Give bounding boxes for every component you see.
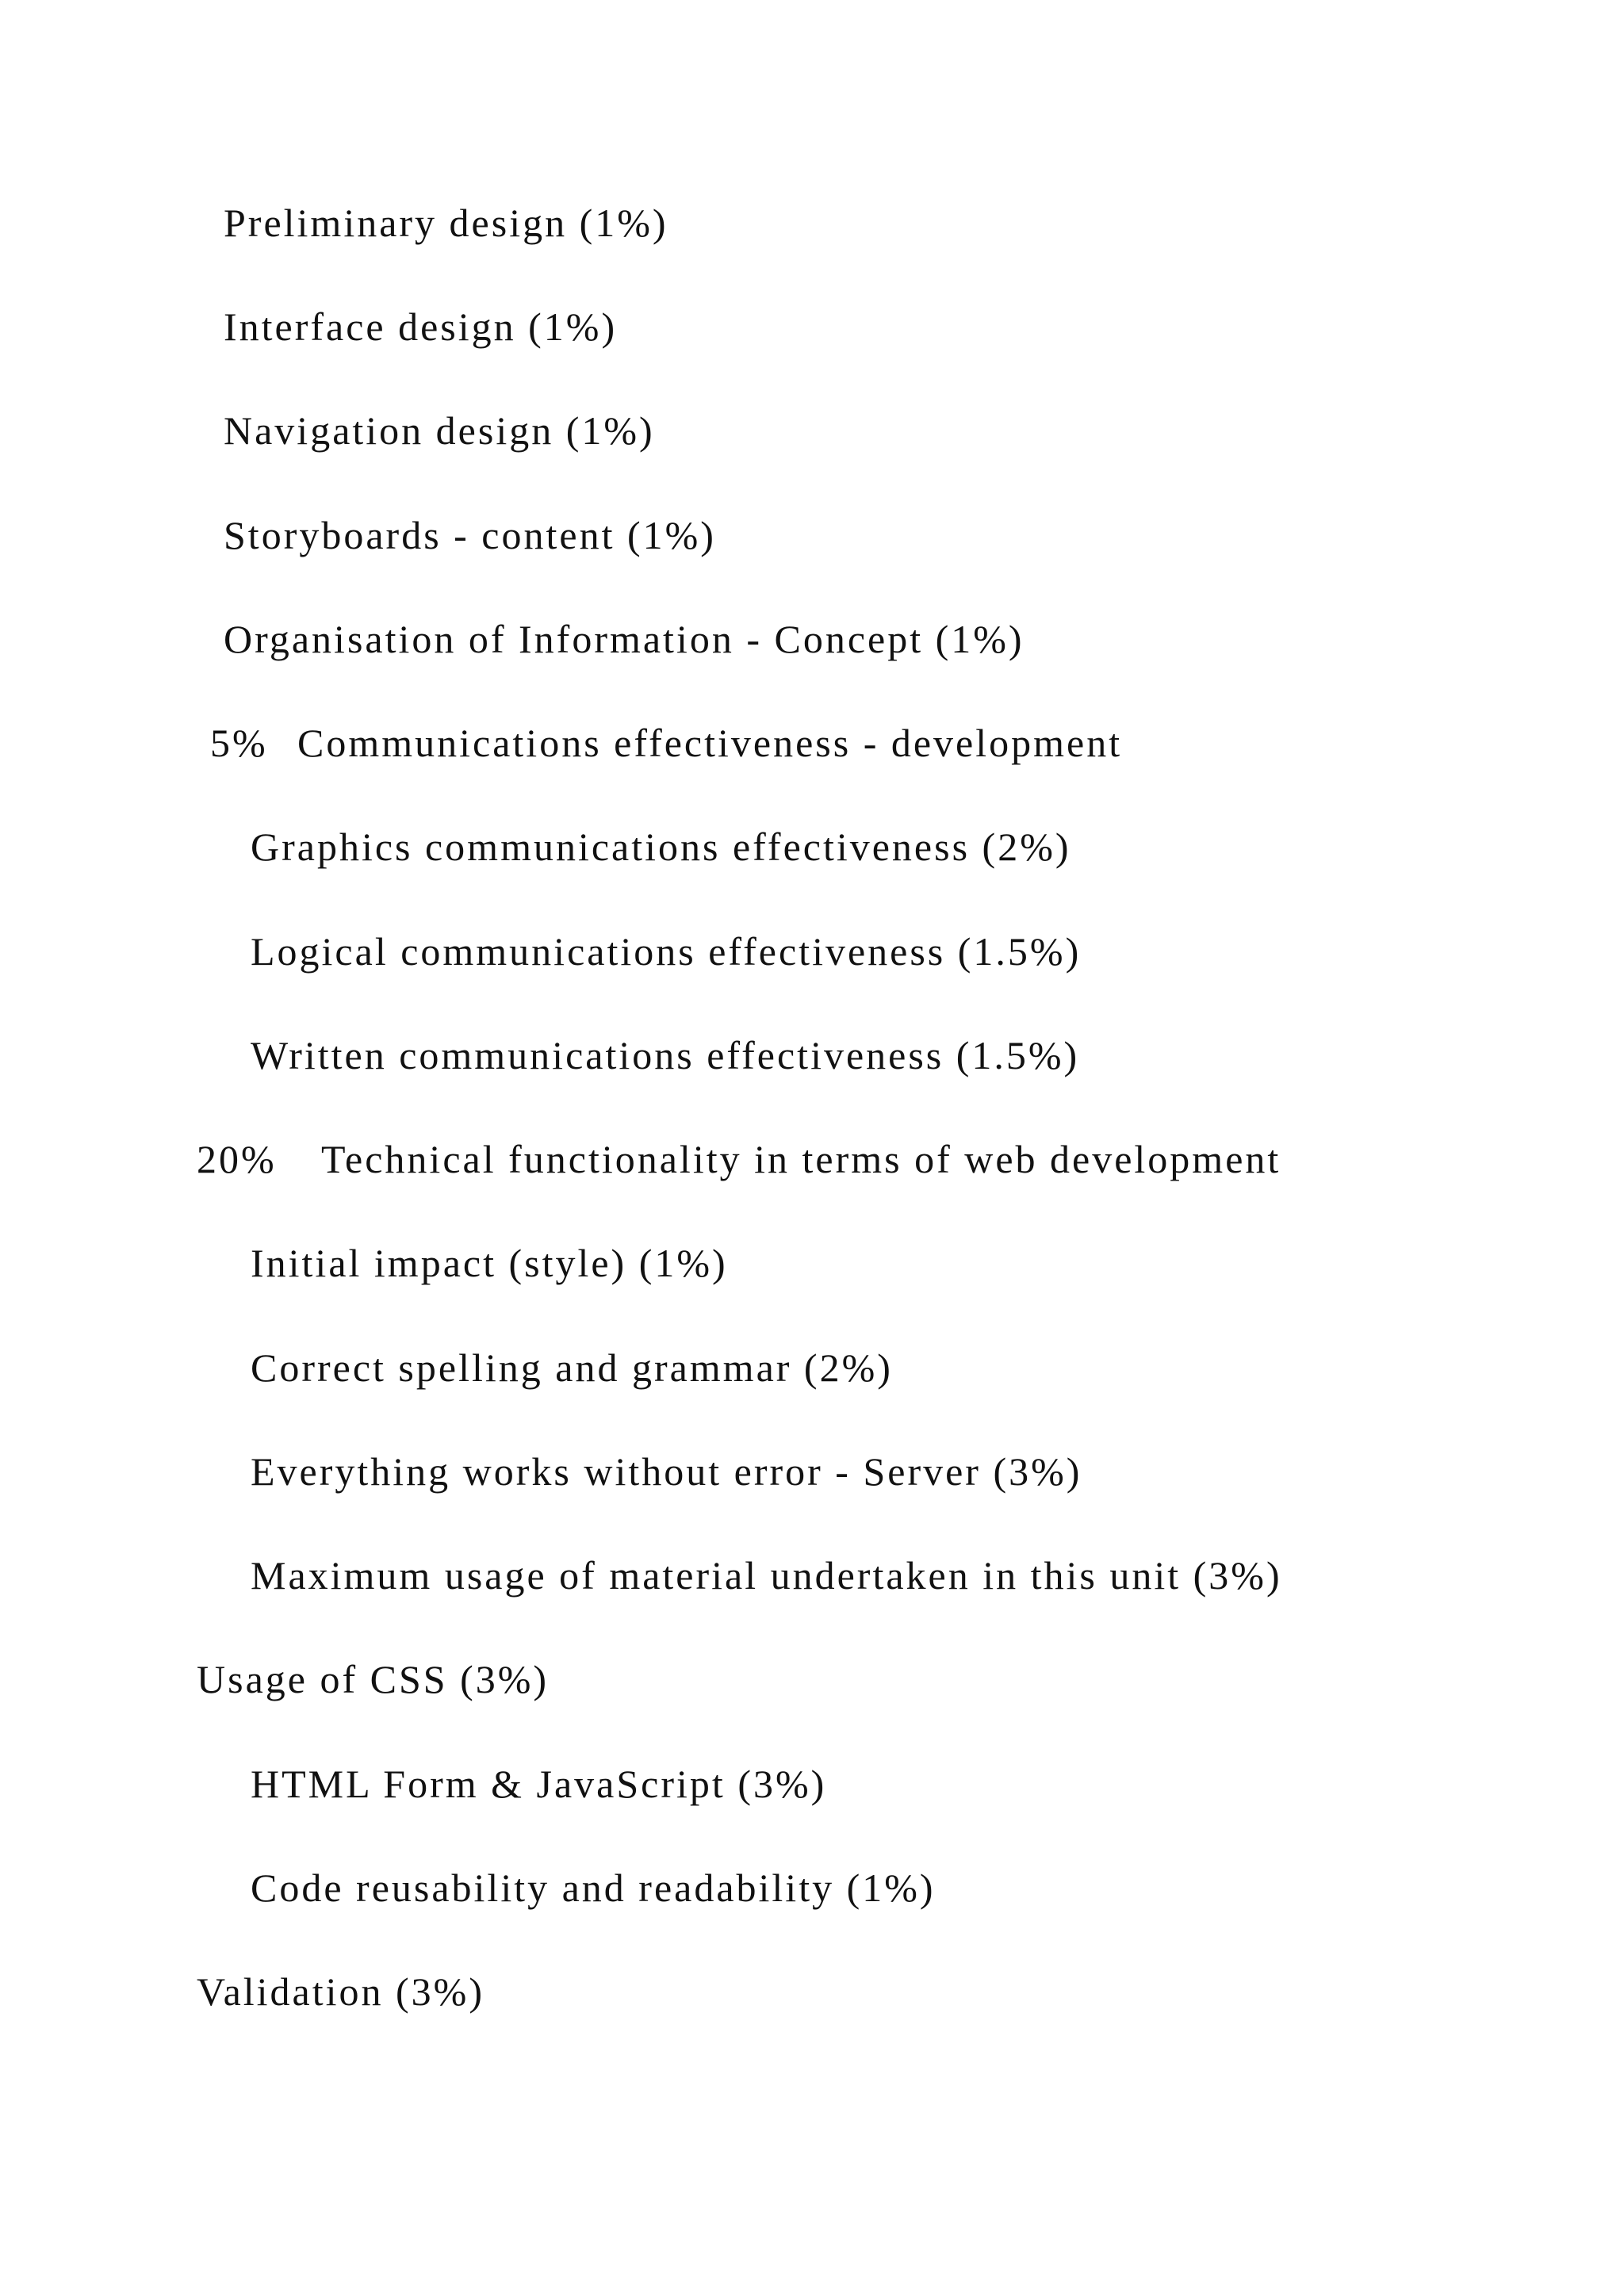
criterion-preliminary-design: Preliminary design (1%) xyxy=(224,201,668,245)
criterion-spelling-grammar: Correct spelling and grammar (2%) xyxy=(251,1345,893,1390)
section-title: Technical functionality in terms of web development xyxy=(321,1137,1281,1181)
criterion-validation: Validation (3%) xyxy=(197,1969,485,2014)
criterion-works-without-error: Everything works without error - Server (3%) xyxy=(251,1449,1082,1494)
criterion-storyboards-content: Storyboards - content (1%) xyxy=(224,513,716,557)
criterion-initial-impact: Initial impact (style) (1%) xyxy=(251,1241,728,1285)
criterion-written-communications: Written communications effectiveness (1.5%) xyxy=(251,1033,1080,1077)
section-title: Communications effectiveness - development xyxy=(297,721,1123,765)
criterion-graphics-communications: Graphics communications effectiveness (2%) xyxy=(251,825,1071,869)
section-weight: 5% xyxy=(210,721,268,765)
section-communications-effectiveness xyxy=(210,715,1122,771)
criterion-navigation-design: Navigation design (1%) xyxy=(224,408,655,453)
criterion-html-form-javascript: HTML Form & JavaScript (3%) xyxy=(251,1762,827,1806)
criterion-usage-of-css: Usage of CSS (3%) xyxy=(197,1657,550,1701)
section-technical-functionality xyxy=(197,1131,1281,1187)
criterion-logical-communications: Logical communications effectiveness (1.5%) xyxy=(251,929,1082,974)
criterion-maximum-usage: Maximum usage of material undertaken in this unit (3%) xyxy=(251,1553,1282,1598)
section-weight: 20% xyxy=(197,1137,277,1181)
criterion-code-reusability: Code reusability and readability (1%) xyxy=(251,1866,936,1910)
criterion-interface-design: Interface design (1%) xyxy=(224,304,618,349)
criterion-organisation-of-information: Organisation of Information - Concept (1%) xyxy=(224,617,1025,661)
